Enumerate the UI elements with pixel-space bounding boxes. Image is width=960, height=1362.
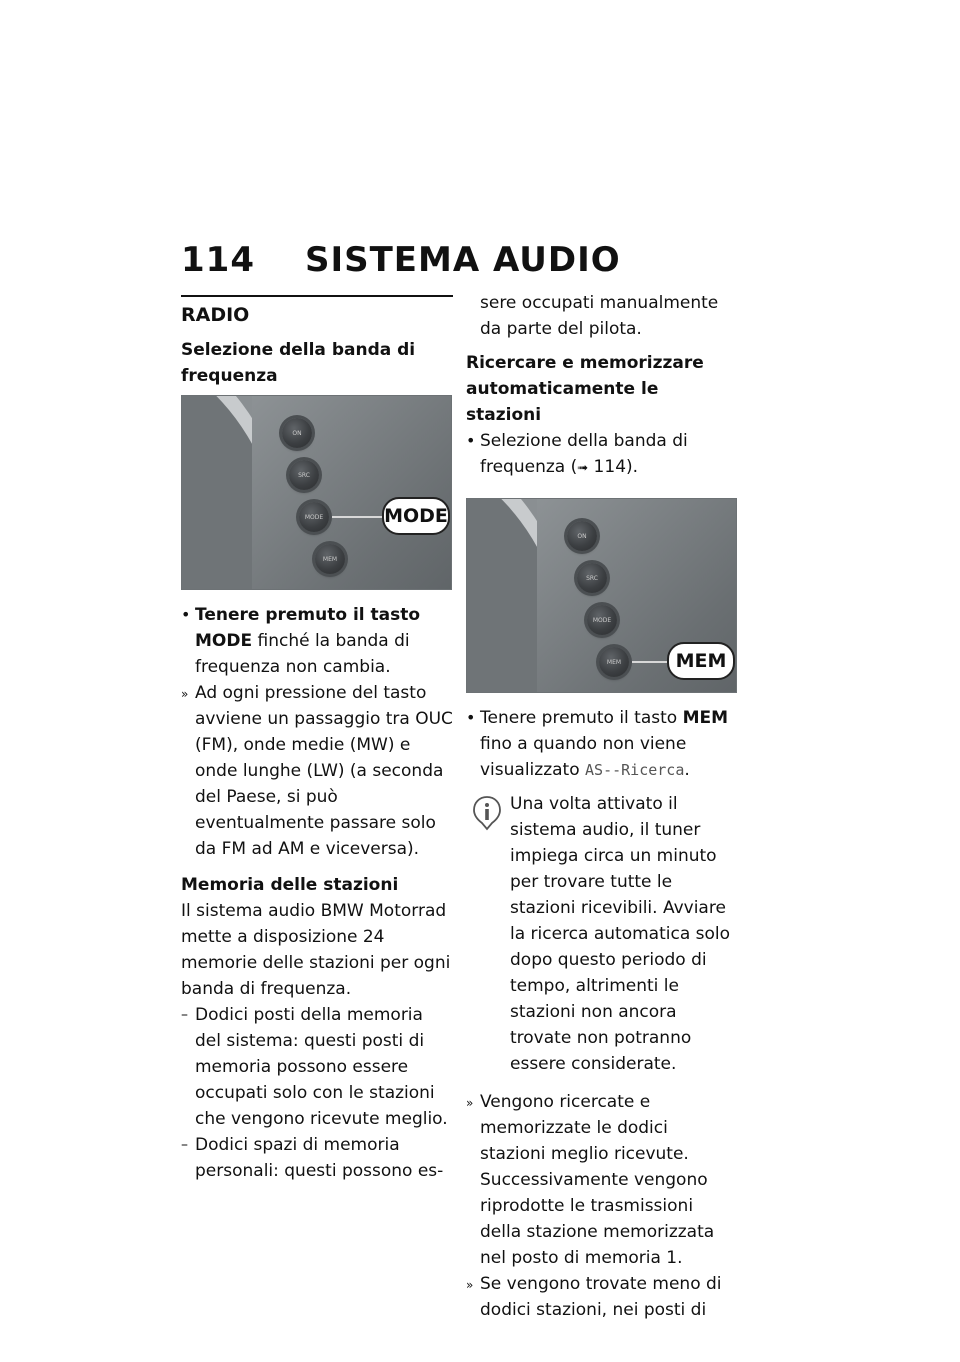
info-icon — [472, 795, 502, 831]
note-text: Una volta attivato il sistema audio, il tuner impiega circa un minuto per trovare tutte le stazioni ricevibili. Avviare la ricerca automatica solo dopo questo periodo di tempo, altrimenti le stazioni non ancora trovate non potranno essere considerate. — [510, 794, 731, 1074]
step-text-mid: fino a quando non viene visualizzato — [480, 734, 687, 780]
page-number: 114 — [181, 240, 255, 280]
section-title: RADIO — [181, 304, 250, 326]
step-select-band — [466, 428, 738, 482]
step-press-mem — [466, 705, 738, 783]
result-text: Se vengono trovate meno di dodici stazioni, nei posti di — [480, 1274, 722, 1320]
bullet-marker: • — [181, 605, 191, 624]
figure-button-mode: MODE — [299, 502, 329, 532]
step-text-end: 114). — [588, 457, 639, 477]
page-title: SISTEMA AUDIO — [304, 240, 621, 280]
subtitle-band-selection: Selezione della banda di frequenza — [181, 340, 416, 386]
continuation-text: sere occupati manualmente da parte del pilota. — [480, 293, 719, 339]
subtitle-auto-search: Ricercare e memorizzare automaticamente le stazioni — [466, 353, 704, 425]
subtitle-station-memory: Memoria delle stazioni — [181, 875, 399, 895]
dash-marker: – — [181, 1007, 188, 1023]
figure-leader-line — [332, 516, 384, 518]
result-marker: » — [181, 687, 189, 701]
step-rest: finché la banda di frequenza non cambia. — [195, 631, 410, 677]
dash-personal-memory — [181, 1132, 453, 1184]
bullet-marker: • — [466, 431, 476, 450]
step-text: Tenere premuto il tasto — [480, 708, 683, 728]
figure-button-mode: MODE — [587, 605, 617, 635]
display-text: AS--Ricerca — [585, 761, 685, 779]
step-bold: Tenere premuto il tasto MODE — [195, 605, 421, 651]
figure-callout-mode: MODE — [382, 497, 450, 535]
dash-marker: – — [181, 1137, 188, 1153]
para-memory: Il sistema audio BMW Motorrad mette a disposizione 24 memorie delle stazioni per ogni banda di frequenza. — [181, 901, 451, 999]
result-stations-stored — [466, 1089, 738, 1271]
dash-system-memory — [181, 1002, 453, 1132]
step-press-mode — [181, 602, 453, 680]
result-fewer-stations — [466, 1271, 738, 1323]
figure-button-src: SRC — [289, 460, 319, 490]
bullet-marker: • — [466, 708, 476, 727]
right-column — [466, 290, 738, 1323]
page-header — [181, 240, 621, 280]
step-text: Selezione della banda di frequenza ( — [480, 431, 688, 477]
figure-button-src: SRC — [577, 563, 607, 593]
figure-button-on: ON — [567, 521, 597, 551]
figure-button-mem: MEM — [315, 544, 345, 574]
result-text: Vengono ricercate e memorizzate le dodici stazioni meglio ricevute. Successivamente vengono riprodotte le trasmissioni della stazione memorizzata nel posto di memoria 1. — [480, 1092, 715, 1268]
arrow-icon: ➟ — [577, 461, 589, 476]
figure-panel — [252, 396, 452, 589]
result-text: Ad ogni pressione del tasto avviene un passaggio tra OUC (FM), onde medie (MW) e onde lunghe (LW) (a seconda del Paese, si può eventualmente passare solo da FM ad AM e viceversa). — [195, 683, 453, 859]
figure-button-mem: MEM — [599, 647, 629, 677]
figure-mode-button — [181, 395, 452, 590]
dash-text: Dodici spazi di memoria personali: questi possono es- — [195, 1135, 444, 1181]
figure-button-on: ON — [282, 418, 312, 448]
dash-text: Dodici posti della memoria del sistema: questi posti di memoria possono essere occupati solo con le stazioni che vengono ricevute meglio. — [195, 1005, 448, 1129]
info-note — [466, 791, 738, 1077]
figure-leader-line — [632, 661, 668, 663]
figure-mem-button — [466, 498, 737, 693]
left-column — [181, 295, 453, 1184]
step-key: MEM — [682, 708, 729, 728]
result-marker: » — [466, 1096, 474, 1110]
step-text-end: . — [684, 760, 690, 780]
section-rule — [181, 295, 453, 297]
result-marker: » — [466, 1278, 474, 1292]
figure-callout-mem: MEM — [667, 642, 735, 680]
result-band-cycle — [181, 680, 453, 862]
